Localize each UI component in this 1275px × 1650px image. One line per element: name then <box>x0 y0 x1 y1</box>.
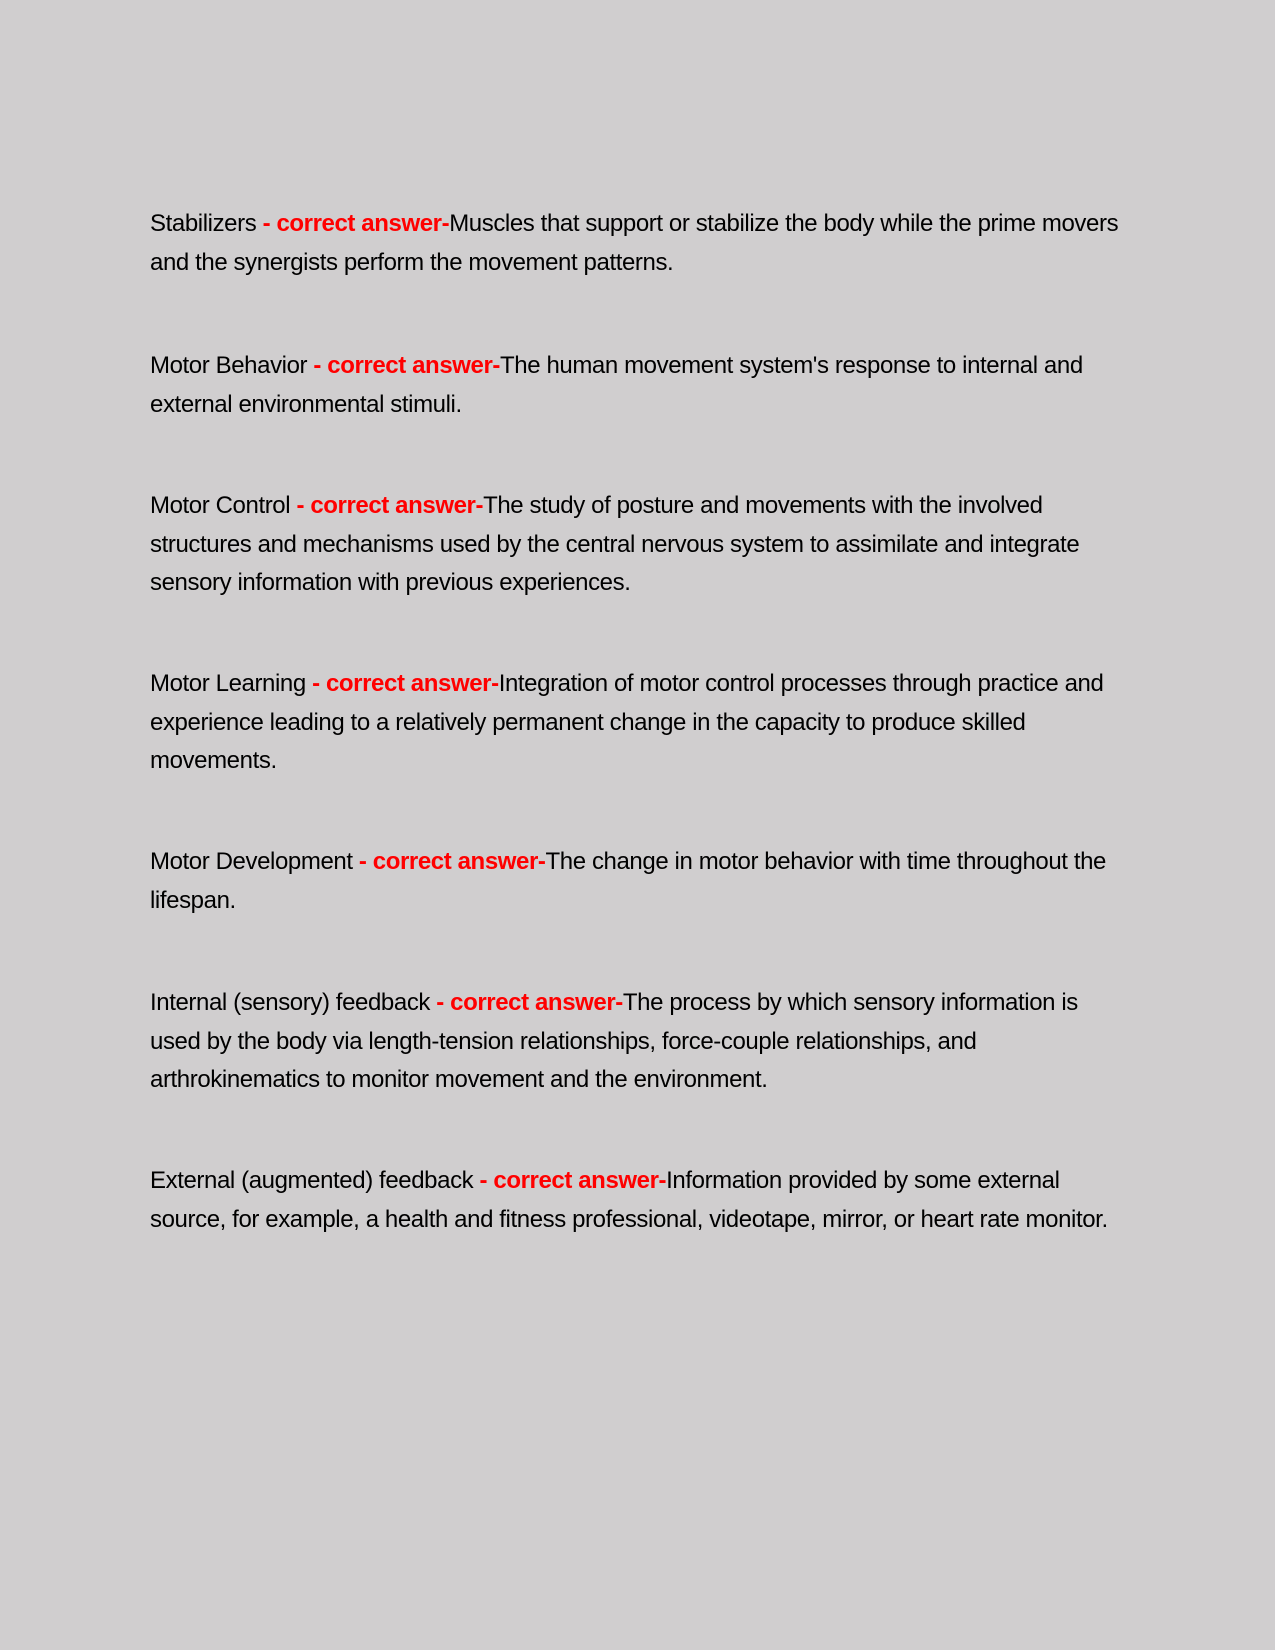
answer-marker: - correct answer- <box>307 352 501 379</box>
term: Stabilizers <box>150 210 257 237</box>
definition: Information provided by some external source, for example, a health and fitness professional, videotape, mirror, or heart rate monitor. <box>150 1167 1108 1233</box>
definition: The human movement system's response to internal and external environmental stimuli. <box>150 352 1083 418</box>
flashcard-entry <box>150 984 1130 1100</box>
flashcard-entry <box>150 843 1130 920</box>
definition: The study of posture and movements with the involved structures and mechanisms used by the central nervous system to assimilate and integrate sensory information with previous experiences. <box>150 492 1080 596</box>
answer-marker: - correct answer- <box>430 989 623 1016</box>
flashcard-entry <box>150 665 1130 781</box>
flashcard-entry <box>150 1162 1130 1239</box>
definition: Muscles that support or stabilize the body while the prime movers and the synergists perform the movement patterns. <box>150 210 1119 276</box>
answer-marker: - correct answer- <box>305 670 499 697</box>
answer-marker: - correct answer- <box>256 210 450 237</box>
flashcard-entry <box>150 487 1130 603</box>
definition: The process by which sensory information is used by the body via length-tension relationships, force-couple relationships, and arthrokinematics to monitor movement and the environment. <box>150 989 1078 1093</box>
flashcard-entry <box>150 347 1130 424</box>
term: Motor Learning <box>150 670 306 697</box>
flashcard-entry <box>150 205 1130 282</box>
definition: Integration of motor control processes through practice and experience leading to a relatively permanent change in the capacity to produce skilled movements. <box>150 670 1104 774</box>
term: Motor Behavior <box>150 352 308 379</box>
definition: The change in motor behavior with time throughout the lifespan. <box>150 848 1106 914</box>
term: Internal (sensory) feedback <box>150 989 431 1016</box>
term: Motor Development <box>150 848 353 875</box>
answer-marker: - correct answer- <box>290 492 484 519</box>
term: Motor Control <box>150 492 291 519</box>
answer-marker: - correct answer- <box>352 848 546 875</box>
term: External (augmented) feedback <box>150 1167 474 1194</box>
answer-marker: - correct answer- <box>473 1167 667 1194</box>
